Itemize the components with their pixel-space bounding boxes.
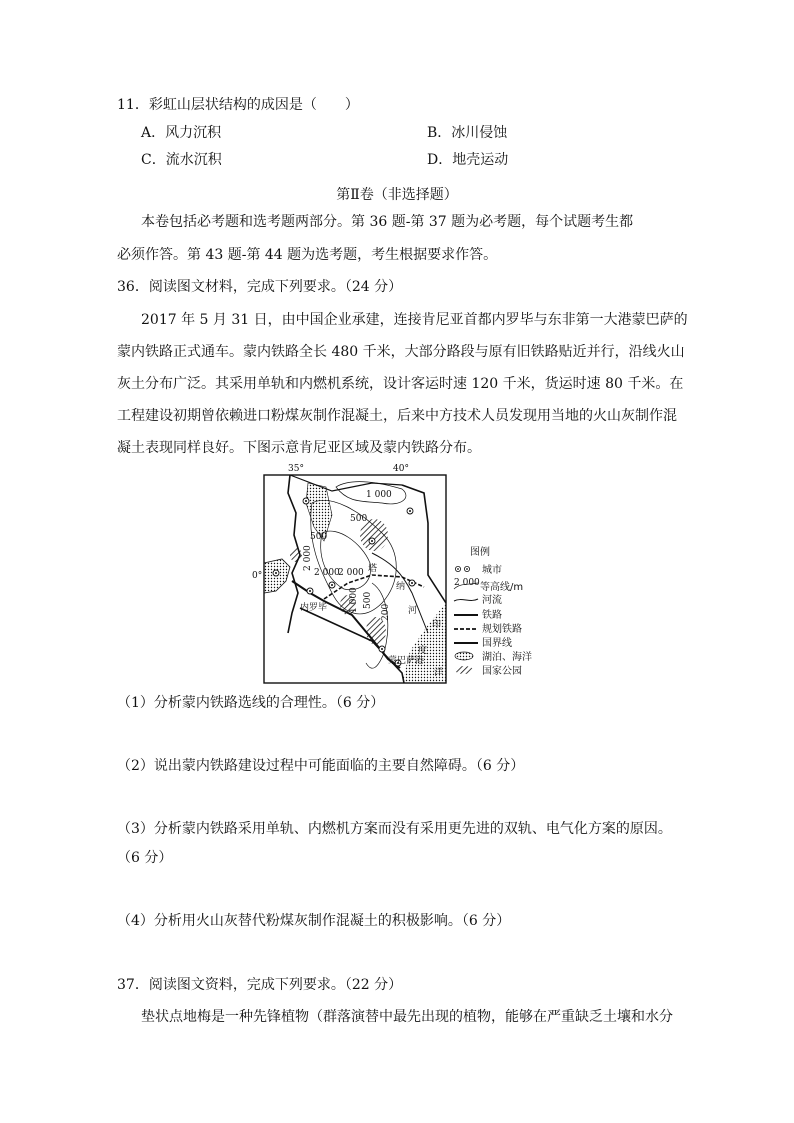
q11-option-c: C．流水沉积 [141, 152, 222, 168]
q36-stem: 36．阅读图文材料，完成下列要求。（24 分） [117, 279, 403, 295]
intro-line-2: 必须作答。第 43 题-第 44 题为选考题，考生根据要求作答。 [117, 247, 498, 263]
contour-label: 1 000 [366, 490, 392, 500]
legend-lake [455, 650, 532, 663]
q36-material-4: 工程建设初期曾依赖进口粉煤灰制作混凝土，后来中方技术人员发现用当地的火山灰制作混 [117, 408, 677, 424]
legend-city [455, 563, 502, 576]
svg-text:规划铁路: 规划铁路 [482, 624, 522, 635]
contour-label: 2 000 [338, 568, 364, 578]
contour-label: 500 [363, 591, 373, 609]
q11-option-b: B．冰川侵蚀 [427, 125, 508, 141]
river-label-1: 塔 [368, 564, 378, 574]
contour-label: 2 000 [314, 568, 340, 578]
legend-border [454, 636, 512, 649]
q36-material-1: 2017 年 5 月 31 日，由中国企业承建，连接肯尼亚首都内罗毕与东非第一大港蒙巴萨的 [141, 312, 688, 328]
q36-sub-3-score: （6 分） [117, 850, 173, 866]
legend-planned-railway [454, 622, 522, 635]
lat-0-label: 0° [252, 571, 263, 581]
contour-label: 500 [310, 532, 328, 542]
q11-option-a: A．风力沉积 [141, 125, 222, 141]
svg-text:湖泊、海洋: 湖泊、海洋 [482, 652, 532, 663]
legend-river [454, 593, 502, 606]
kenya-railway-map [252, 463, 542, 685]
q36-sub-3: （3）分析蒙内铁路采用单轨、内燃机方案而没有采用更先进的双轨、电气化方案的原因。 [117, 821, 672, 837]
legend-national-park [455, 665, 522, 677]
svg-text:河流: 河流 [482, 595, 502, 606]
q37-stem: 37．阅读图文资料，完成下列要求。（22 分） [117, 977, 403, 993]
contour-label: 500 [350, 514, 368, 524]
q36-material-2: 蒙内铁路正式通车。蒙内铁路全长 480 千米，大部分路段与原有旧铁路贴近并行，沿线火山 [117, 344, 685, 360]
q36-material-5: 凝土表现同样良好。下图示意肯尼亚区域及蒙内铁路分布。 [117, 440, 481, 456]
svg-text:2 000: 2 000 [454, 578, 480, 588]
svg-text:国家公园: 国家公园 [482, 666, 522, 677]
contour-label: 1 000 [349, 587, 359, 613]
q36-sub-2: （2）说出蒙内铁路建设过程中可能面临的主要自然障碍。（6 分） [117, 758, 525, 774]
svg-text:等高线/m: 等高线/m [480, 582, 524, 593]
svg-text:城市: 城市 [482, 565, 502, 576]
q36-sub-4: （4）分析用火山灰替代粉煤灰制作混凝土的积极影响。（6 分） [117, 913, 511, 929]
national-park [290, 548, 302, 562]
contour-label: 200 [381, 603, 391, 621]
svg-text:国界线: 国界线 [482, 638, 512, 649]
border-east [402, 485, 446, 603]
ocean-label-3: 洋 [434, 668, 444, 678]
section-title: 第Ⅱ卷（非选择题） [336, 187, 458, 203]
q11-option-d: D．地壳运动 [427, 152, 509, 168]
q11-stem: 11．彩虹山层状结构的成因是（ ） [117, 97, 359, 113]
legend-title: 图例 [470, 547, 490, 558]
mombasa-label: 蒙巴萨港 [388, 656, 425, 666]
ocean-label-2: 度 [418, 646, 428, 656]
nairobi-label: 内罗毕 [300, 603, 328, 613]
q36-sub-1: （1）分析蒙内铁路选线的合理性。（6 分） [117, 695, 385, 711]
legend-railway [454, 608, 502, 621]
q37-material-1: 垫状点地梅是一种先锋植物（群落演替中最先出现的植物，能够在严重缺乏土壤和水分 [141, 1009, 673, 1025]
lon-40-label: 40° [393, 464, 409, 474]
contour-label: 2 000 [303, 545, 313, 571]
river-label-3: 河 [408, 606, 418, 616]
lon-35-label: 35° [288, 464, 304, 474]
svg-text:铁路: 铁路 [482, 610, 502, 621]
q36-material-3: 灰土分布广泛。其采用单轨和内燃机系统，设计客运时速 120 千米，货运时速 80 千米。在 [117, 376, 684, 392]
river-label-2: 纳 [396, 582, 406, 592]
intro-line-1: 本卷包括必考题和选考题两部分。第 36 题-第 37 题为必考题，每个试题考生都 [141, 214, 634, 230]
ocean-label-1: 印 [432, 620, 442, 630]
legend-contour [454, 578, 523, 593]
